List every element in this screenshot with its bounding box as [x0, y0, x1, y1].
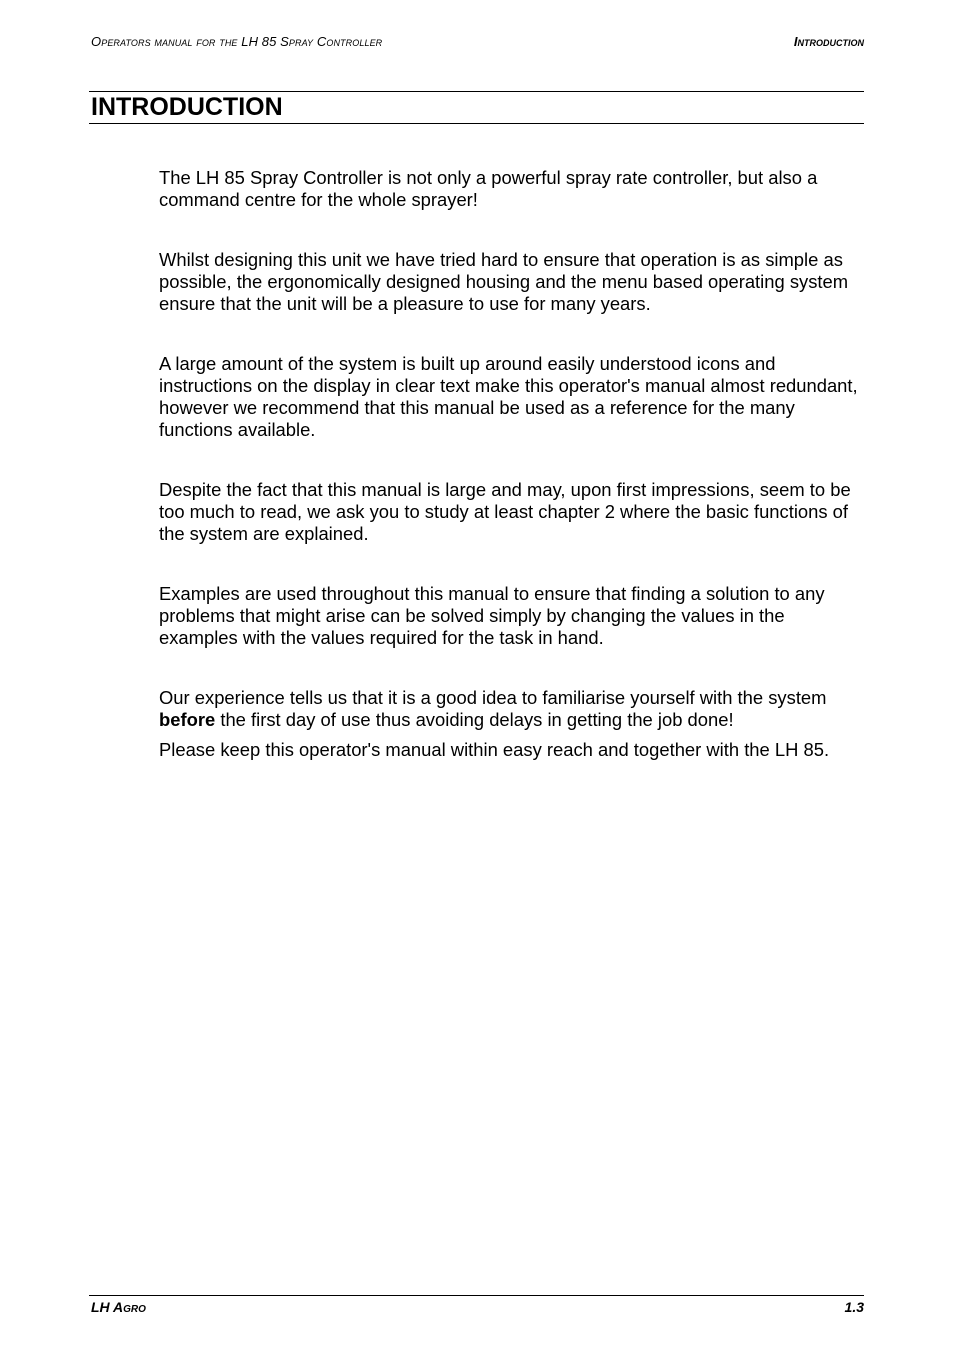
page-footer [89, 1295, 864, 1320]
page-title: INTRODUCTION [91, 93, 283, 121]
footer-company: LH Agro [91, 1299, 146, 1315]
header-section-name: Introduction [793, 34, 864, 49]
paragraph-icons: A large amount of the system is built up around easily understood icons and instructions on the display in clear text make this operator's manual almost redundant, however we recommend that this manual be used as a reference for the many functions available. [159, 353, 858, 440]
running-header [91, 34, 864, 52]
chapter-title-bar [89, 91, 864, 124]
paragraph-experience [159, 687, 864, 731]
experience-emphasis: before [159, 709, 216, 730]
paragraph-design: Whilst designing this unit we have tried hard to ensure that operation is as simple as possible, the ergonomically designed housing and the menu based operating system ensure that the unit will be a pleasure to use for many years. [159, 249, 849, 314]
paragraph-examples: Examples are used throughout this manual to ensure that finding a solution to any problems that might arise can be solved simply by changing the values in the examples with the values required for the task in hand. [159, 583, 825, 648]
body-content [159, 167, 864, 761]
experience-text-start: Our experience tells us that it is a good idea to familiarise yourself with the system [159, 687, 827, 708]
paragraph-closing: Please keep this operator's manual within easy reach and together with the LH 85. [159, 739, 830, 760]
paragraph-study: Despite the fact that this manual is large and may, upon first impressions, seem to be too much to read, we ask you to study at least chapter 2 where the basic functions of the system are explained. [159, 479, 851, 544]
paragraph-intro: The LH 85 Spray Controller is not only a powerful spray rate controller, but also a command centre for the whole sprayer! [159, 167, 818, 210]
footer-page-number: 1.3 [844, 1299, 864, 1315]
experience-text-end: the first day of use thus avoiding delays in getting the job done! [215, 709, 734, 730]
header-manual-title: Operators manual for the LH 85 Spray Controller [91, 34, 383, 49]
